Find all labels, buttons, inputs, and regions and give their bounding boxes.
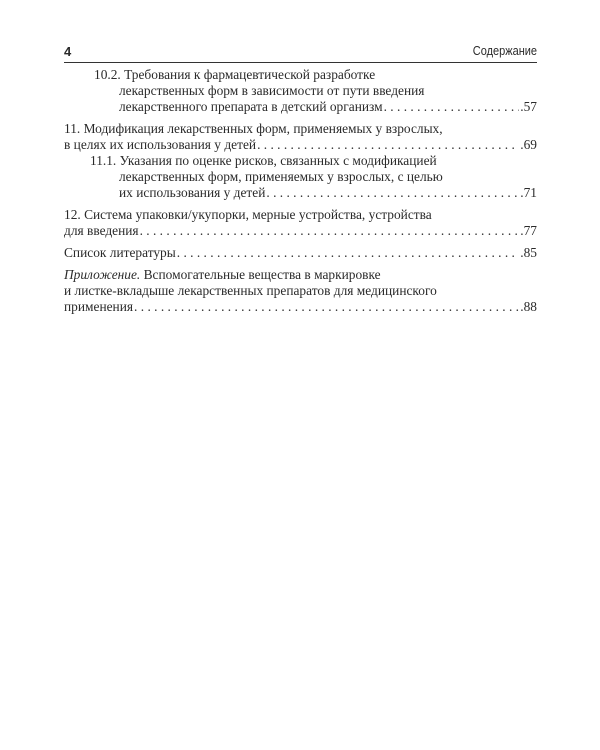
toc-line — [64, 223, 537, 239]
toc-line — [94, 99, 537, 115]
dot-leader — [384, 99, 520, 115]
section-title: Содержание — [472, 44, 537, 58]
toc-text: применения — [64, 299, 134, 314]
toc-line: 10.2. Требования к фармацевтической разработке — [94, 67, 376, 82]
toc-text: лекарственного препарата в детский организм — [119, 99, 383, 114]
toc-line — [64, 245, 537, 261]
toc-line: лекарственных форм в зависимости от пути введения — [119, 83, 425, 98]
toc-entry-references[interactable] — [64, 245, 537, 261]
toc-text: Вспомогательные вещества в маркировке — [140, 267, 381, 282]
dot-leader — [177, 245, 519, 261]
toc-line: лекарственных форм, применяемых у взрослых, с целью — [119, 169, 443, 184]
toc-page: .77 — [520, 223, 537, 238]
toc-page: .85 — [520, 245, 537, 260]
table-of-contents — [64, 67, 537, 321]
toc-line: 11. Модификация лекарственных форм, применяемых у взрослых, — [64, 121, 443, 136]
toc-page: .71 — [520, 185, 537, 200]
toc-entry-11-1[interactable] — [64, 153, 537, 201]
toc-line — [90, 185, 537, 201]
dot-leader — [140, 223, 520, 239]
running-header — [64, 40, 537, 63]
toc-text: Список литературы — [64, 245, 176, 260]
toc-page: .69 — [520, 137, 537, 152]
toc-text: их использования у детей — [119, 185, 266, 200]
toc-line: 11.1. Указания по оценке рисков, связанных с модификацией — [90, 153, 437, 168]
page-number: 4 — [64, 44, 72, 59]
dot-leader — [134, 299, 519, 315]
toc-page: .88 — [520, 299, 537, 314]
toc-text: в целях их использования у детей — [64, 137, 257, 152]
toc-entry-11[interactable] — [64, 121, 537, 153]
toc-line — [64, 267, 537, 283]
toc-line: 12. Система упаковки/укупорки, мерные устройства, устройства — [64, 207, 432, 222]
appendix-label: Приложение. — [64, 267, 141, 282]
toc-entry-appendix[interactable] — [64, 267, 537, 315]
dot-leader — [266, 185, 519, 201]
toc-page: .57 — [520, 99, 537, 114]
toc-line: и листке-вкладыше лекарственных препаратов для медицинского — [64, 283, 437, 298]
toc-text: для введения — [64, 223, 139, 238]
toc-entry-10-2[interactable] — [64, 67, 537, 115]
toc-entry-12[interactable] — [64, 207, 537, 239]
toc-line — [64, 137, 537, 153]
dot-leader — [257, 137, 519, 153]
toc-line — [64, 299, 537, 315]
